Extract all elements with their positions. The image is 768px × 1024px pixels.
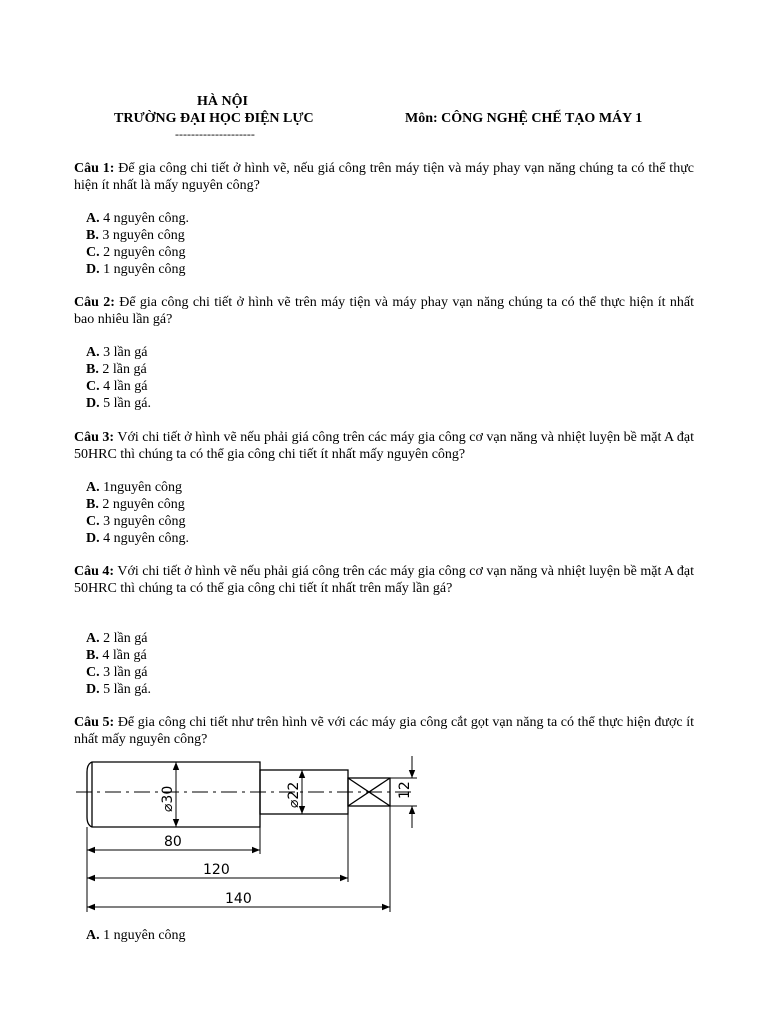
question-text: Để gia công chi tiết như trên hình vẽ với các máy gia công cắt gọt vạn năng ta có thể thực hiện được ít nhất mấy nguyên công? [74,715,695,747]
option-text: 2 lần gá [102,362,147,377]
option-text: 4 nguyên công. [103,211,190,226]
option-letter: C. [86,514,100,529]
option-text: 2 nguyên công [102,497,185,512]
option-letter: B. [86,362,99,377]
option-text: 2 nguyên công [103,245,186,260]
option-a[interactable] [86,344,151,361]
length-140-label: 140 [225,891,252,907]
shaft-drawing [70,752,440,917]
option-a[interactable] [86,630,151,647]
option-letter: C. [86,379,100,394]
options-2 [86,344,151,412]
option-d[interactable] [86,530,189,547]
options-3 [86,479,189,547]
option-c[interactable] [86,513,189,530]
option-a[interactable] [86,210,189,227]
question-text: Để gia công chi tiết ở hình vẽ trên máy tiện và máy phay vạn năng chúng ta có thể thực hiện ít nhất bao nhiêu lần gá? [74,295,694,327]
options-1 [86,210,189,278]
question-label: Câu 5: [74,715,115,730]
option-c[interactable] [86,378,151,395]
question-2 [74,294,694,328]
question-5 [74,714,694,748]
option-text: 4 nguyên công. [103,531,190,546]
option-text: 4 lần gá [103,379,148,394]
option-letter: B. [86,648,99,663]
option-letter: A. [86,928,100,943]
question-label: Câu 2: [74,295,115,310]
header-city: HÀ NỘI [197,94,248,109]
option-text: 3 nguyên công [102,228,185,243]
options-5 [86,927,186,944]
question-text: Với chi tiết ở hình vẽ nếu phải giá công trên các máy gia công cơ vạn năng và nhiệt luyện bề mặt A đạt 50HRC thì chúng ta có thể gia công chi tiết ít nhất mấy nguyên công? [74,430,695,462]
header-subject: Môn: CÔNG NGHỆ CHẾ TẠO MÁY 1 [405,111,643,126]
option-letter: B. [86,497,99,512]
option-text: 3 nguyên công [103,514,186,529]
question-3 [74,429,694,463]
option-d[interactable] [86,395,151,412]
option-letter: A. [86,345,100,360]
option-text: 1nguyên công [103,480,183,495]
question-label: Câu 4: [74,564,115,579]
diameter-small-label: ⌀22 [286,781,302,808]
option-text: 5 lần gá. [103,682,151,697]
question-4 [74,563,694,597]
option-text: 1 nguyên công [103,928,186,943]
options-4 [86,630,151,698]
option-letter: D. [86,396,100,411]
option-c[interactable] [86,664,151,681]
square-size-label: 12 [397,781,413,799]
length-120-label: 120 [203,862,230,878]
option-b[interactable] [86,227,189,244]
option-letter: B. [86,228,99,243]
option-text: 3 lần gá [103,345,148,360]
option-text: 4 lần gá [102,648,147,663]
option-d[interactable] [86,261,189,278]
option-d[interactable] [86,681,151,698]
option-letter: C. [86,665,100,680]
option-letter: D. [86,682,100,697]
option-b[interactable] [86,361,151,378]
option-text: 1 nguyên công [103,262,186,277]
option-letter: C. [86,245,100,260]
question-label: Câu 3: [74,430,115,445]
option-b[interactable] [86,647,151,664]
option-text: 5 lần gá. [103,396,151,411]
question-text: Với chi tiết ở hình vẽ nếu phải giá công trên các máy gia công cơ vạn năng và nhiệt luyện bề mặt A đạt 50HRC thì chúng ta có thể gia công chi tiết ít nhất trên mấy lần gá? [74,564,695,596]
header-rule: -------------------- [175,127,255,141]
option-letter: A. [86,631,100,646]
length-80-label: 80 [164,834,182,850]
question-1 [74,160,694,194]
option-letter: A. [86,211,100,226]
header-school: TRƯỜNG ĐẠI HỌC ĐIỆN LỰC [114,111,314,126]
option-letter: D. [86,531,100,546]
option-b[interactable] [86,496,189,513]
question-label: Câu 1: [74,161,115,176]
option-text: 3 lần gá [103,665,148,680]
option-letter: A. [86,480,100,495]
option-c[interactable] [86,244,189,261]
option-a[interactable] [86,479,189,496]
question-text: Để gia công chi tiết ở hình vẽ, nếu giá công trên máy tiện và máy phay vạn năng chúng ta có thể thực hiện ít nhất là mấy nguyên công? [74,161,694,193]
option-a[interactable] [86,927,186,944]
diameter-large-label: ⌀30 [160,785,176,812]
option-letter: D. [86,262,100,277]
option-text: 2 lần gá [103,631,148,646]
